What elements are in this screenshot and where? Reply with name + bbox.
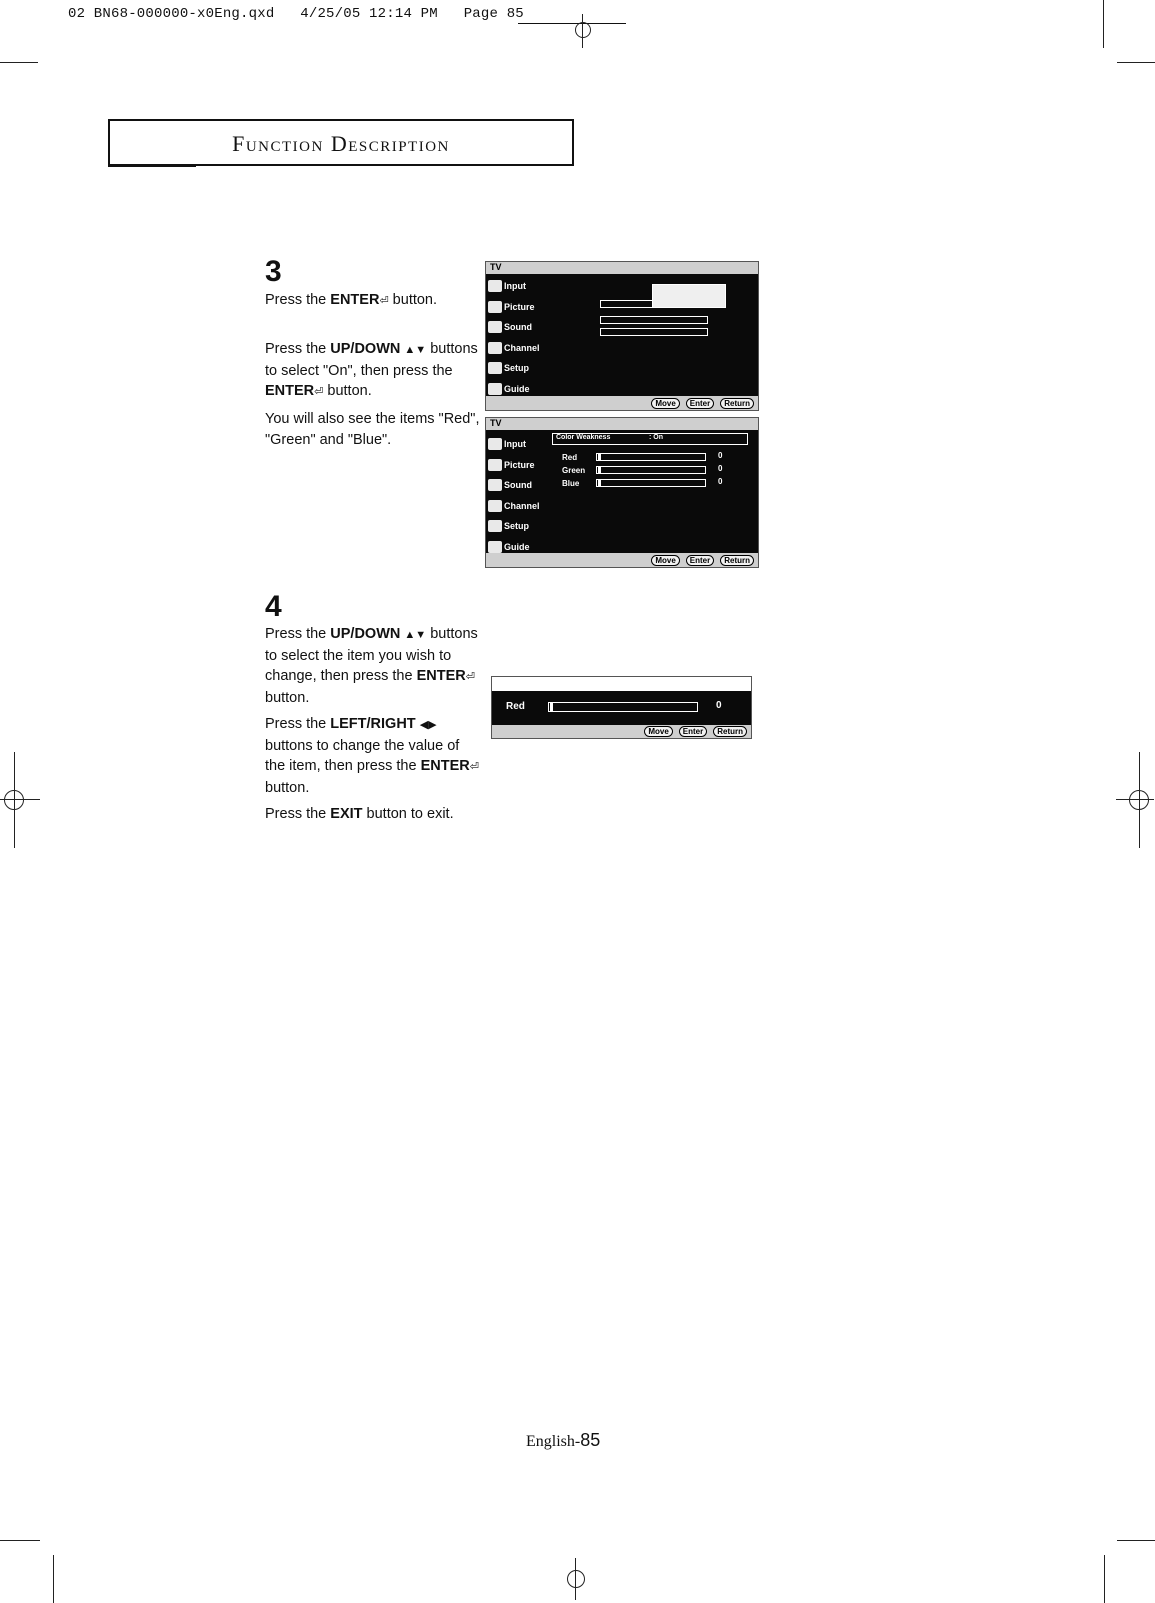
osd-header-label: TV — [490, 418, 502, 428]
slug-file: 02 BN68-000000-x0Eng.qxd — [68, 6, 275, 22]
crop-mark-top-left-h — [0, 62, 38, 63]
crop-mark-bottom-left-v — [53, 1555, 54, 1603]
step-3-p1-enter: ENTER — [330, 292, 380, 308]
sound-icon — [488, 321, 502, 333]
input-icon — [488, 280, 502, 292]
osd-menu-label: Input — [504, 281, 526, 292]
osd-option-bar — [600, 328, 708, 336]
osd-menu-channel — [486, 496, 544, 517]
osd-help-bar — [492, 725, 751, 738]
step-3-number: 3 — [265, 255, 282, 288]
crop-mark-top-right-v — [1103, 0, 1104, 48]
crop-mark-bottom-right-h — [1117, 1540, 1155, 1541]
registration-mark-bottom — [563, 1558, 593, 1603]
setup-icon — [488, 520, 502, 532]
osd-header-bar — [486, 262, 758, 274]
osd-menu — [486, 276, 544, 399]
crop-mark-top-right-h — [1117, 62, 1155, 63]
osd-slider-blue — [596, 479, 706, 487]
page-footer — [526, 1430, 600, 1451]
osd-slider-red — [596, 453, 706, 461]
slug-datetime: 4/25/05 12:14 PM — [300, 6, 438, 22]
osd-item-value: 0 — [718, 464, 723, 473]
picture-icon — [488, 459, 502, 471]
osd-color-weakness-label: Color Weakness — [556, 434, 611, 441]
osd-menu-label: Input — [504, 439, 526, 450]
osd-menu-channel — [486, 338, 544, 359]
enter-icon: ⏎ — [469, 761, 479, 773]
input-icon — [488, 438, 502, 450]
osd-color-weakness-value: : On — [649, 434, 663, 441]
osd-item-value: 0 — [716, 700, 722, 711]
osd-menu-label: Sound — [504, 480, 532, 491]
slider-knob — [598, 467, 601, 473]
setup-icon — [488, 362, 502, 374]
slider-knob — [598, 454, 601, 460]
osd-popup-on-off — [652, 284, 726, 308]
step-3-p1-text: Press the — [265, 292, 331, 308]
enter-icon: ⏎ — [314, 386, 324, 398]
registration-mark-top — [565, 14, 605, 54]
guide-icon — [488, 383, 502, 395]
osd-menu-label: Picture — [504, 301, 535, 312]
slider-knob — [550, 703, 553, 711]
step-4-p2-tail: button. — [265, 779, 310, 796]
footer-language: English- — [526, 1433, 581, 1450]
step-3-p2-text: Press the — [265, 341, 331, 357]
osd-slider-green — [596, 466, 706, 474]
osd-item-label: Red — [506, 700, 525, 712]
step-4-p2-leftright: LEFT/RIGHT — [330, 716, 416, 732]
picture-icon — [488, 301, 502, 313]
osd-item-value: 0 — [718, 477, 723, 486]
step-3-p3-text: You will also see the items "Red", "Green" and "Blue". — [265, 411, 480, 448]
osd-color-weakness-row — [552, 433, 748, 445]
enter-icon: ⏎ — [465, 671, 475, 683]
step-4-p1-tail: button. — [265, 689, 310, 706]
slider-knob — [598, 480, 601, 486]
osd-screenshot-2 — [485, 417, 759, 568]
osd-menu-label: Channel — [504, 500, 540, 511]
osd-menu-setup — [486, 516, 544, 537]
osd-item-red — [506, 700, 525, 712]
osd-help-return: Return — [720, 398, 754, 409]
osd-item-label: Blue — [562, 478, 580, 488]
step-3-p2-updown: UP/DOWN — [330, 341, 401, 357]
crop-mark-bottom-left-h — [0, 1540, 40, 1541]
step-4-number: 4 — [265, 590, 282, 623]
sound-icon — [488, 479, 502, 491]
osd-menu-setup — [486, 358, 544, 379]
section-title: Function Description — [232, 131, 450, 156]
crop-mark-bottom-right-v — [1104, 1555, 1105, 1603]
osd-menu-sound — [486, 475, 544, 496]
step-3-paragraph-3 — [265, 409, 480, 450]
osd-menu-input — [486, 434, 544, 455]
osd-item-green — [562, 464, 585, 476]
registration-mark-left — [0, 752, 44, 852]
osd-menu-label: Sound — [504, 322, 532, 333]
guide-icon — [488, 541, 502, 553]
section-underline — [108, 165, 196, 167]
osd-header-bar — [486, 418, 758, 430]
osd-menu-label: Guide — [504, 383, 530, 394]
step-4-paragraph-1 — [265, 624, 480, 708]
osd-screenshot-3 — [491, 676, 752, 739]
osd-header-label: TV — [490, 262, 502, 272]
osd-help-enter: Enter — [686, 555, 714, 566]
channel-icon — [488, 342, 502, 354]
osd-menu-picture — [486, 455, 544, 476]
step-4-p3-tail: button to exit. — [362, 806, 454, 822]
osd-help-enter: Enter — [686, 398, 714, 409]
osd-item-red — [562, 451, 577, 463]
osd-menu-label: Guide — [504, 541, 530, 552]
step-3-p2-enter: ENTER — [265, 383, 315, 399]
step-4-p1-enter: ENTER — [416, 668, 466, 684]
footer-page-number: 85 — [580, 1430, 601, 1450]
osd-menu-label: Setup — [504, 363, 530, 374]
osd-menu-input — [486, 276, 544, 297]
osd-help-enter: Enter — [679, 726, 707, 737]
step-4-p1-updown: UP/DOWN — [330, 626, 401, 642]
osd-item-label: Green — [562, 465, 586, 475]
osd-item-label: Red — [562, 452, 578, 462]
osd-menu-label: Picture — [504, 459, 535, 470]
osd-help-bar — [486, 553, 758, 567]
osd-help-move: Move — [644, 726, 672, 737]
osd-header-bar — [492, 677, 751, 691]
step-4-paragraph-3 — [265, 804, 480, 825]
osd-menu-sound — [486, 317, 544, 338]
step-4-p1-text: Press the — [265, 626, 331, 642]
section-header — [108, 119, 574, 166]
up-down-arrow-icon: ▲▼ — [404, 629, 427, 641]
osd-option-bar — [600, 316, 708, 324]
registration-mark-right — [1112, 752, 1155, 852]
left-right-arrow-icon: ◀▶ — [419, 719, 437, 731]
osd-help-bar — [486, 396, 758, 410]
step-4-paragraph-2 — [265, 714, 480, 798]
step-4-p2-mid: buttons to change the value of the item, then press the — [265, 737, 460, 774]
step-4-p2-enter: ENTER — [420, 758, 470, 774]
step-4-p1-mid: buttons to select the item you wish to change, then press the — [265, 626, 478, 684]
osd-screenshot-1 — [485, 261, 759, 411]
osd-menu-picture — [486, 297, 544, 318]
osd-help-move: Move — [651, 398, 679, 409]
step-3-paragraph-1 — [265, 290, 480, 312]
step-4-p3-text: Press the — [265, 806, 331, 822]
step-4-p3-exit: EXIT — [330, 806, 363, 822]
print-slug — [68, 6, 524, 22]
osd-slider-red — [548, 702, 698, 712]
osd-help-return: Return — [713, 726, 747, 737]
osd-menu-label: Channel — [504, 342, 540, 353]
step-3-p2-tail: button. — [323, 383, 372, 399]
up-down-arrow-icon: ▲▼ — [404, 344, 427, 356]
osd-menu — [486, 434, 544, 557]
step-4-p2-text: Press the — [265, 716, 331, 732]
step-3-p1-tail: button. — [388, 292, 438, 308]
slug-page: Page 85 — [463, 6, 524, 22]
osd-help-move: Move — [651, 555, 679, 566]
osd-menu-label: Setup — [504, 521, 530, 532]
step-3-paragraph-2 — [265, 339, 480, 403]
channel-icon — [488, 500, 502, 512]
osd-item-value: 0 — [718, 451, 723, 460]
osd-help-return: Return — [720, 555, 754, 566]
enter-icon: ⏎ — [379, 295, 389, 307]
step-3-p2-mid: buttons to select "On", then press the — [265, 341, 478, 379]
osd-item-blue — [562, 477, 579, 489]
